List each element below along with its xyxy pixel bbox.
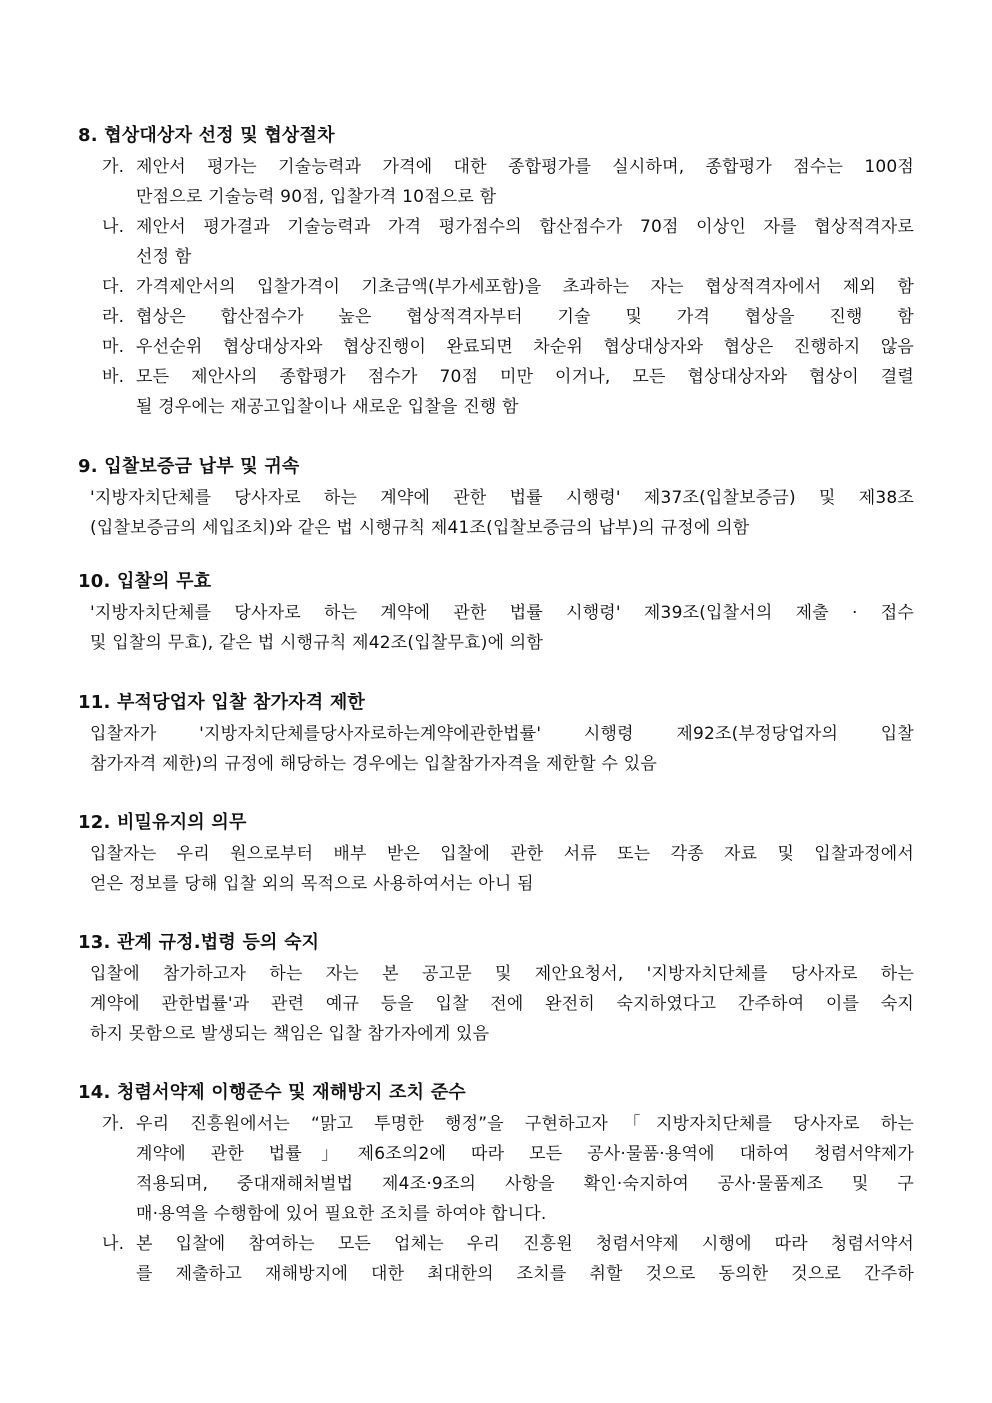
item-marker: 가. [102,1114,125,1134]
section-10 [78,566,914,658]
item-text-line: 우선순위 협상대상자와 협상진행이 완료되면 차순위 협상대상자와 협상은 진행하지 않음 [136,337,914,357]
paragraph-line: 얻은 정보를 당해 입찰 외의 목적으로 사용하여서는 아니 됨 [90,874,534,894]
section-heading: 10. 입찰의 무효 [78,571,212,592]
list-item [78,212,914,272]
item-marker: 다. [102,277,125,297]
paragraph-line: '지방자치단체를 당사자로 하는 계약에 관한 법률 시행령' 제37조(입찰보증금) 및 제38조 [90,488,914,508]
item-text-line: 가격제안서의 입찰가격이 기초금액(부가세포함)을 초과하는 자는 협상적격자에서 제외 함 [136,277,914,297]
item-marker: 마. [102,337,125,357]
paragraph-line: (입찰보증금의 세입조치)와 같은 법 시행규칙 제41조(입찰보증금의 납부)의 규정에 의함 [90,518,750,538]
item-text-line: 매·용역을 수행함에 있어 필요한 조치를 하여야 합니다. [136,1204,547,1224]
section-12 [78,807,914,899]
item-text-line: 우리 진흥원에서는 “맑고 투명한 행정”을 구현하고자「지방자치단체를 당사자로 하는 [136,1114,914,1134]
item-text-line: 만점으로 기술능력 90점, 입찰가격 10점으로 함 [136,187,497,207]
item-text-line: 를 제출하고 재해방지에 대한 최대한의 조치를 취할 것으로 동의한 것으로 간주하 [136,1264,914,1284]
item-text-line: 협상은 합산점수가 높은 협상적격자부터 기술 및 가격 협상을 진행 함 [136,307,914,327]
list-item [78,1229,914,1289]
paragraph-line: 하지 못함으로 발생되는 책임은 입찰 참가자에게 있음 [90,1024,490,1044]
paragraph-line: 입찰자는 우리 원으로부터 배부 받은 입찰에 관한 서류 또는 각종 자료 및 입찰과정에서 [90,844,914,864]
item-text-line: 될 경우에는 재공고입찰이나 새로운 입찰을 진행 함 [136,397,519,417]
section-heading: 9. 입찰보증금 납부 및 귀속 [78,456,300,477]
section-11 [78,687,914,779]
item-text-line: 선정 함 [136,247,192,267]
paragraph-line: '지방자치단체를 당사자로 하는 계약에 관한 법률 시행령' 제39조(입찰서의 제출 · 접수 [90,603,914,623]
list-item [78,332,914,362]
list-item [78,302,914,332]
section-8 [78,120,914,422]
item-marker: 가. [102,157,125,177]
section-9 [78,451,914,543]
item-text-line: 본 입찰에 참여하는 모든 업체는 우리 진흥원 청렴서약제 시행에 따라 청렴서약서 [136,1234,914,1254]
section-14 [78,1077,914,1289]
section-13 [78,927,914,1049]
section-heading: 13. 관계 규정.법령 등의 숙지 [78,932,320,953]
section-heading: 12. 비밀유지의 의무 [78,812,247,833]
item-marker: 바. [102,367,125,387]
paragraph-line: 입찰에 참가하고자 하는 자는 본 공고문 및 제안요청서, '지방자치단체를 당사자로 하는 [90,964,914,984]
paragraph-line: 입찰자가 '지방자치단체를당사자로하는계약에관한법률' 시행령 제92조(부정당업자의 입찰 [90,724,914,744]
section-heading: 11. 부적당업자 입찰 참가자격 제한 [78,692,365,713]
item-text-line: 제안서 평가결과 기술능력과 가격 평가점수의 합산점수가 70점 이상인 자를 협상적격자로 [136,217,914,237]
item-text-line: 제안서 평가는 기술능력과 가격에 대한 종합평가를 실시하며, 종합평가 점수는 100점 [136,157,914,177]
item-text-line: 적용되며, 중대재해처벌법 제4조·9조의 사항을 확인·숙지하여 공사·물품제조 및 구 [136,1174,914,1194]
item-marker: 나. [102,217,125,237]
paragraph-line: 및 입찰의 무효), 같은 법 시행규칙 제42조(입찰무효)에 의함 [90,633,544,653]
item-text-line: 계약에 관한 법률」제6조의2에 따라 모든 공사·물품·용역에 대하여 청렴서약제가 [136,1144,914,1164]
list-item [78,152,914,212]
paragraph-line: 참가자격 제한)의 규정에 해당하는 경우에는 입찰참가자격을 제한할 수 있음 [90,754,657,774]
item-text-line: 모든 제안사의 종합평가 점수가 70점 미만 이거나, 모든 협상대상자와 협상이 결렬 [136,367,914,387]
list-item [78,362,914,422]
paragraph-line: 계약에 관한법률'과 관련 예규 등을 입찰 전에 완전히 숙지하였다고 간주하여 이를 숙지 [90,994,914,1014]
list-item [78,1109,914,1229]
list-item [78,272,914,302]
section-heading: 14. 청렴서약제 이행준수 및 재해방지 조치 준수 [78,1082,466,1103]
item-marker: 라. [102,307,125,327]
item-marker: 나. [102,1234,125,1254]
section-heading: 8. 협상대상자 선정 및 협상절차 [78,125,335,146]
